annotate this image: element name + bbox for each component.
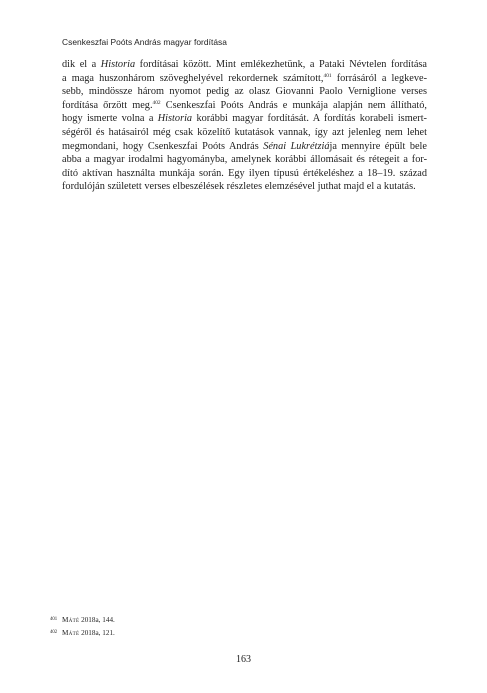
- paragraph-line: sebb, mindössze három nyomot pedig az olasz Giovanni Paolo Verniglione verses: [62, 86, 427, 98]
- paragraph-line: megmondani, hogy Csenkeszfai Poóts András Sénai Lukrétziája mennyire épült bele: [62, 140, 427, 152]
- paragraph-line: fordulóján született verses elbeszélések részletes elemzésével juthat majd el a kutatás.: [62, 181, 416, 193]
- footnotes: [50, 615, 115, 640]
- paragraph-line: abba a magyar irodalmi hagyományba, amelynek korábbi állomásait és rétegeit a for-: [62, 154, 427, 166]
- page-number: 163: [236, 654, 251, 665]
- footnote-author: Máté: [62, 628, 80, 637]
- paragraph-line: a maga huszonhárom szöveghelyével rekordernek számított,$^{401}$ forrásáról a legkeve-: [62, 72, 428, 84]
- footnote: [50, 615, 115, 628]
- paragraph-line: fordítása őrzött meg.$^{402}$ Csenkeszfai Poóts András e munkája alapján nem állítható,: [62, 99, 427, 111]
- footnote-number: 402: [50, 629, 58, 635]
- footnote-ref-text: 2018a, 121.: [79, 628, 115, 637]
- footnote-ref: 401: [323, 72, 332, 79]
- footnote: [50, 628, 115, 641]
- footnote-ref-text: 2018a, 144.: [79, 616, 115, 624]
- footnote-ref: 402: [152, 99, 161, 106]
- body-paragraph: [62, 58, 427, 194]
- paragraph-line: dító aktívan használta munkája során. Egy ilyen típusú értékeléshez a 18–19. század: [62, 167, 427, 179]
- paragraph-line: ségéről és hatásairól még csak közelítő kutatások vannak, így azt jelenleg nem lehet: [62, 126, 427, 138]
- footnote-author: Máté: [62, 616, 80, 624]
- paragraph-line: dik el a Historia fordításai között. Mint emlékezhetünk, a Pataki Névtelen fordítása: [62, 59, 427, 70]
- paragraph-line: hogy ismerte volna a Historia korábbi magyar fordítását. A fordítás korabeli ismert-: [62, 113, 427, 125]
- footnote-number: 401: [50, 617, 58, 622]
- running-head: Csenkeszfai Poóts András magyar fordítása: [62, 37, 227, 47]
